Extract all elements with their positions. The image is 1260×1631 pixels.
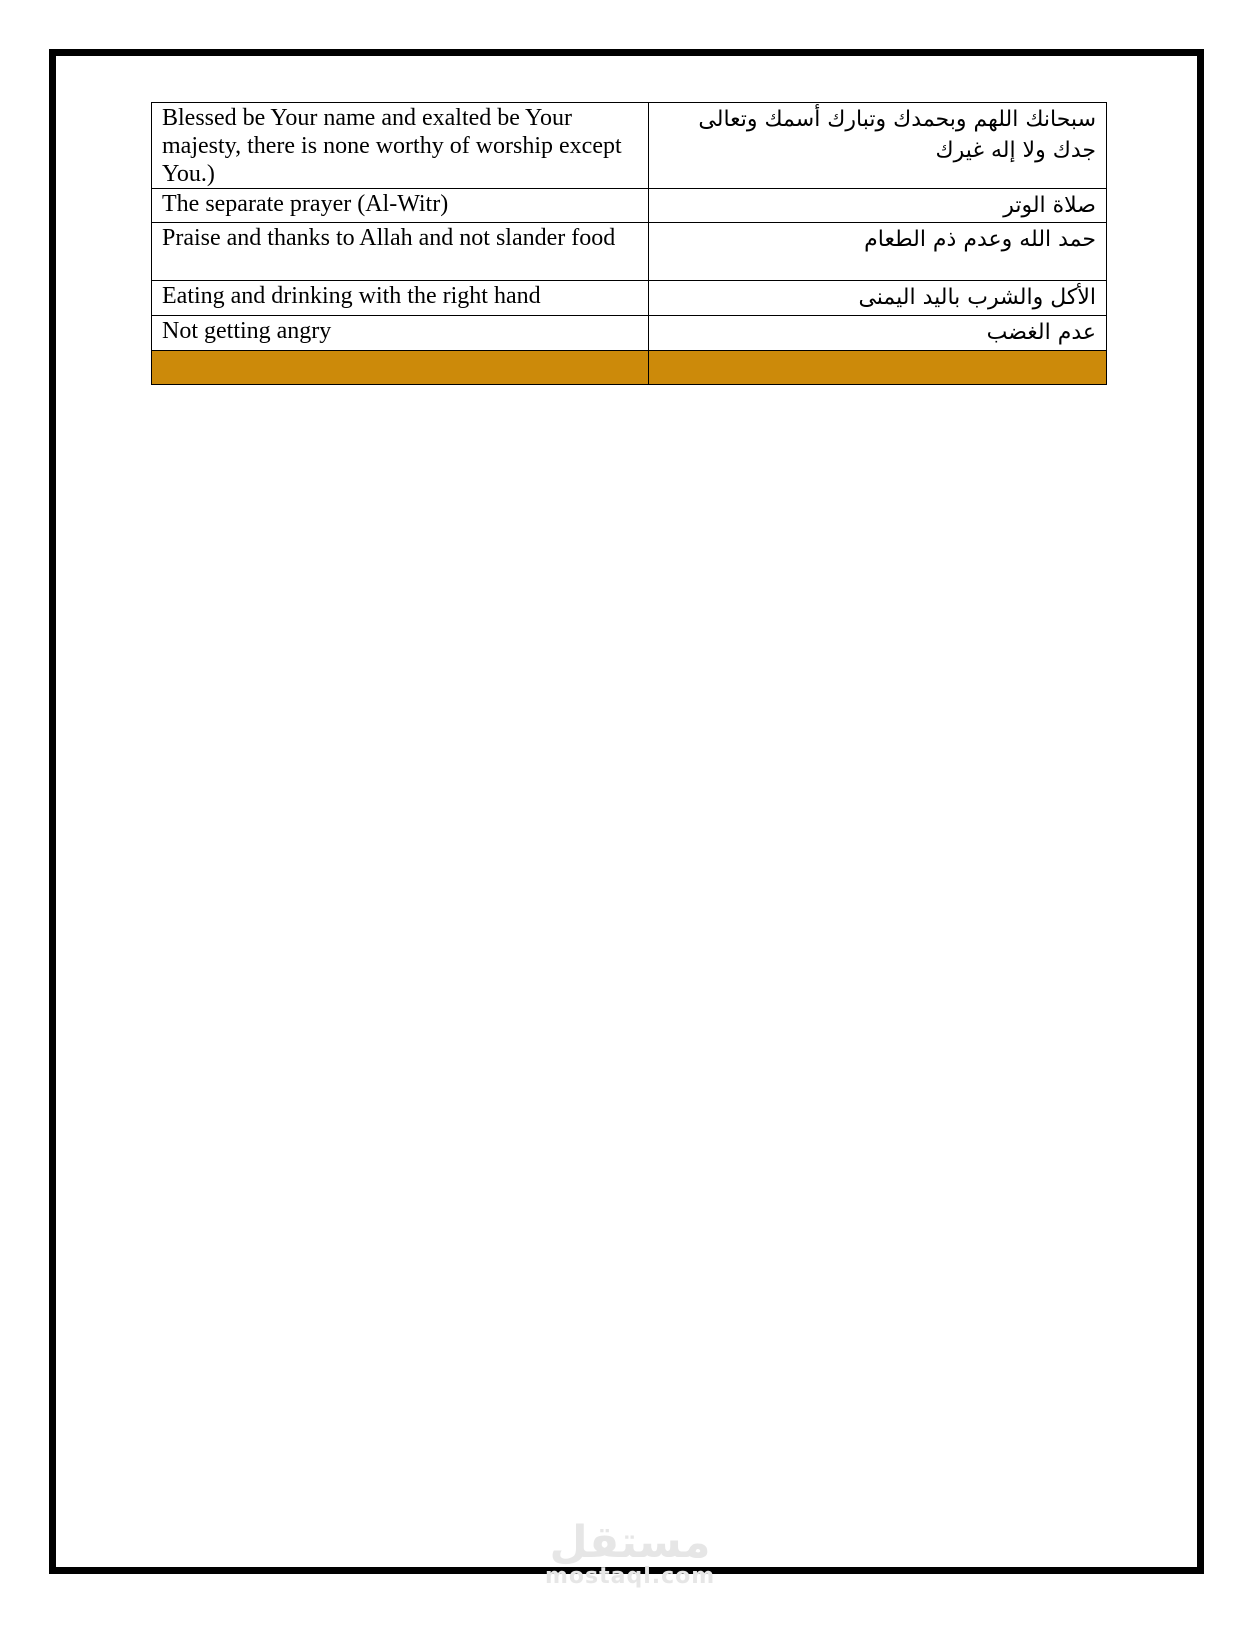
- english-cell: The separate prayer (Al-Witr): [152, 189, 649, 223]
- arabic-cell: حمد الله وعدم ذم الطعام: [649, 223, 1107, 281]
- english-cell: Eating and drinking with the right hand: [152, 281, 649, 316]
- arabic-cell: عدم الغضب: [649, 316, 1107, 351]
- mostaql-watermark: [545, 1517, 716, 1589]
- translation-table: [151, 102, 1107, 385]
- watermark-arabic: مستقل: [549, 1517, 711, 1568]
- english-cell: Praise and thanks to Allah and not slander food: [152, 223, 649, 281]
- watermark-latin: mostaql.com: [545, 1564, 716, 1589]
- table-row: [152, 223, 1107, 281]
- english-cell: Not getting angry: [152, 316, 649, 351]
- footer-cell-right: [649, 351, 1107, 385]
- table-row: [152, 316, 1107, 351]
- table-footer-row: [152, 351, 1107, 385]
- arabic-cell: صلاة الوتر: [649, 189, 1107, 223]
- english-cell: Blessed be Your name and exalted be Your majesty, there is none worthy of worship except You.): [152, 103, 649, 189]
- arabic-cell: سبحانك اللهم وبحمدك وتبارك أسمك وتعالى جدك ولا إله غيرك: [649, 103, 1107, 189]
- table-row: [152, 189, 1107, 223]
- arabic-cell: الأكل والشرب باليد اليمنى: [649, 281, 1107, 316]
- table-row: [152, 103, 1107, 189]
- footer-cell-left: [152, 351, 649, 385]
- table-row: [152, 281, 1107, 316]
